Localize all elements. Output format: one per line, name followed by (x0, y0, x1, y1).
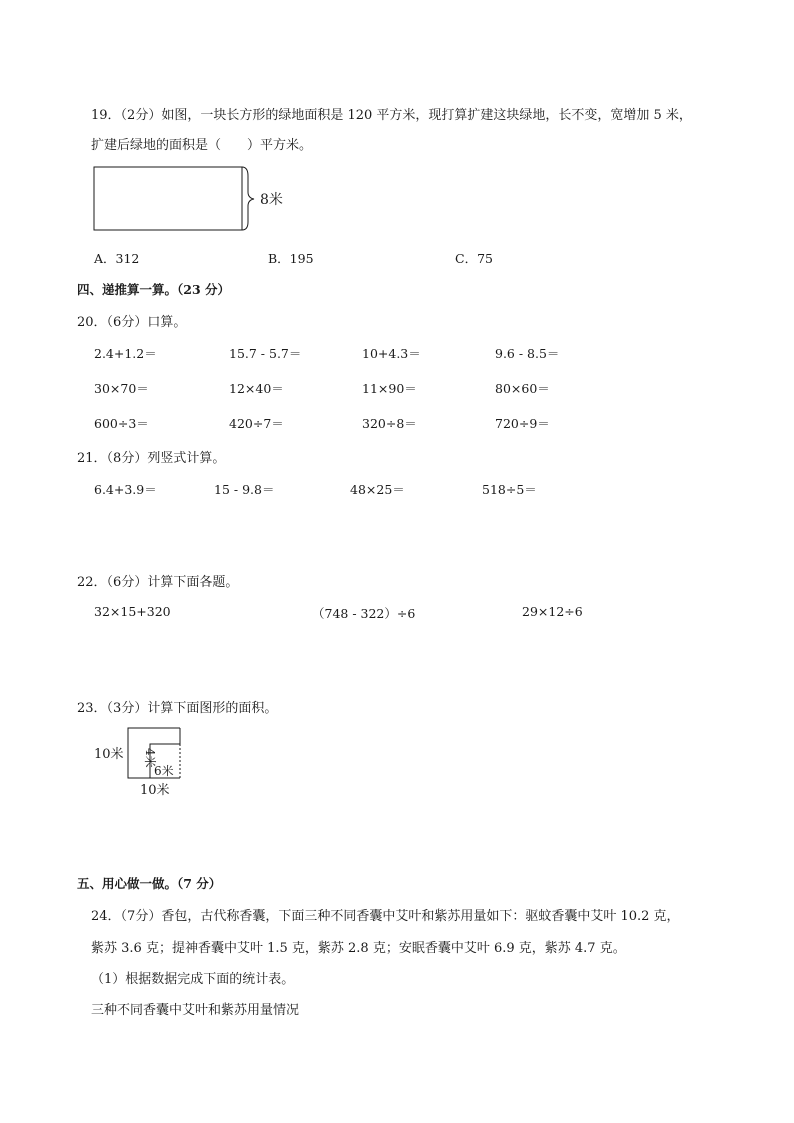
q23-inner-horizontal-label: 6米 (154, 764, 174, 778)
q20-item: 15.7 - 5.7＝ (229, 346, 302, 361)
q22-item: 29×12÷6 (522, 604, 583, 619)
q20-item: 2.4+1.2＝ (94, 346, 157, 361)
q24-line1: 24．（7分）香包，古代称香囊，下面三种不同香囊中艾叶和紫苏用量如下：驱蚊香囊中艾叶 10.2 克， (91, 909, 680, 924)
q24-line2: 紫苏 3.6 克；提神香囊中艾叶 1.5 克，紫苏 2.8 克；安眠香囊中艾叶 6.9 克，紫苏 4.7 克。 (91, 941, 626, 956)
q19-option-a[interactable]: A．312 (94, 251, 140, 266)
q21-title: 21．（8分）列竖式计算。 (77, 451, 226, 466)
q22-title: 22．（6分）计算下面各题。 (77, 575, 239, 590)
q21-item: 48×25＝ (350, 482, 405, 497)
q20-item: 80×60＝ (495, 381, 550, 396)
q19-rectangle-figure (90, 162, 290, 234)
q20-item: 30×70＝ (94, 381, 149, 396)
q19-line1: 19．（2分）如图，一块长方形的绿地面积是 120 平方米，现打算扩建这块绿地，长不变，宽增加 5 米， (91, 108, 692, 123)
section-4-title: 四、递推算一算。（23 分） (77, 282, 230, 297)
q20-item: 600÷3＝ (94, 416, 149, 431)
q23-inner-vertical-label: 4米 (143, 748, 157, 768)
q20-item: 10+4.3＝ (362, 346, 421, 361)
q20-item: 11×90＝ (362, 381, 417, 396)
q19-line2: 扩建后绿地的面积是（ ）平方米。 (91, 138, 313, 153)
q20-item: 320÷8＝ (362, 416, 417, 431)
q23-shape-figure (90, 724, 200, 800)
q23-title: 23．（3分）计算下面图形的面积。 (77, 701, 278, 716)
q19-width-label: 8米 (260, 192, 283, 208)
q23-left-label: 10米 (94, 747, 124, 762)
q20-item: 9.6 - 8.5＝ (495, 346, 560, 361)
q22-item: 32×15+320 (94, 604, 171, 619)
q24-table-title: 三种不同香囊中艾叶和紫苏用量情况 (91, 1003, 300, 1018)
q20-title: 20．（6分）口算。 (77, 315, 187, 330)
section-5-title: 五、用心做一做。（7 分） (77, 876, 222, 891)
q19-option-c[interactable]: C．75 (455, 251, 493, 266)
q21-item: 15 - 9.8＝ (214, 482, 275, 497)
q21-item: 518÷5＝ (482, 482, 537, 497)
q24-subquestion-1: （1）根据数据完成下面的统计表。 (91, 972, 295, 987)
q19-option-b[interactable]: B．195 (268, 251, 314, 266)
q20-item: 720÷9＝ (495, 416, 550, 431)
q20-item: 12×40＝ (229, 381, 284, 396)
q23-bottom-label: 10米 (140, 783, 170, 798)
brace-icon (242, 167, 254, 230)
q21-item: 6.4+3.9＝ (94, 482, 157, 497)
q20-item: 420÷7＝ (229, 416, 284, 431)
q22-item: （748 - 322）÷6 (312, 606, 416, 621)
